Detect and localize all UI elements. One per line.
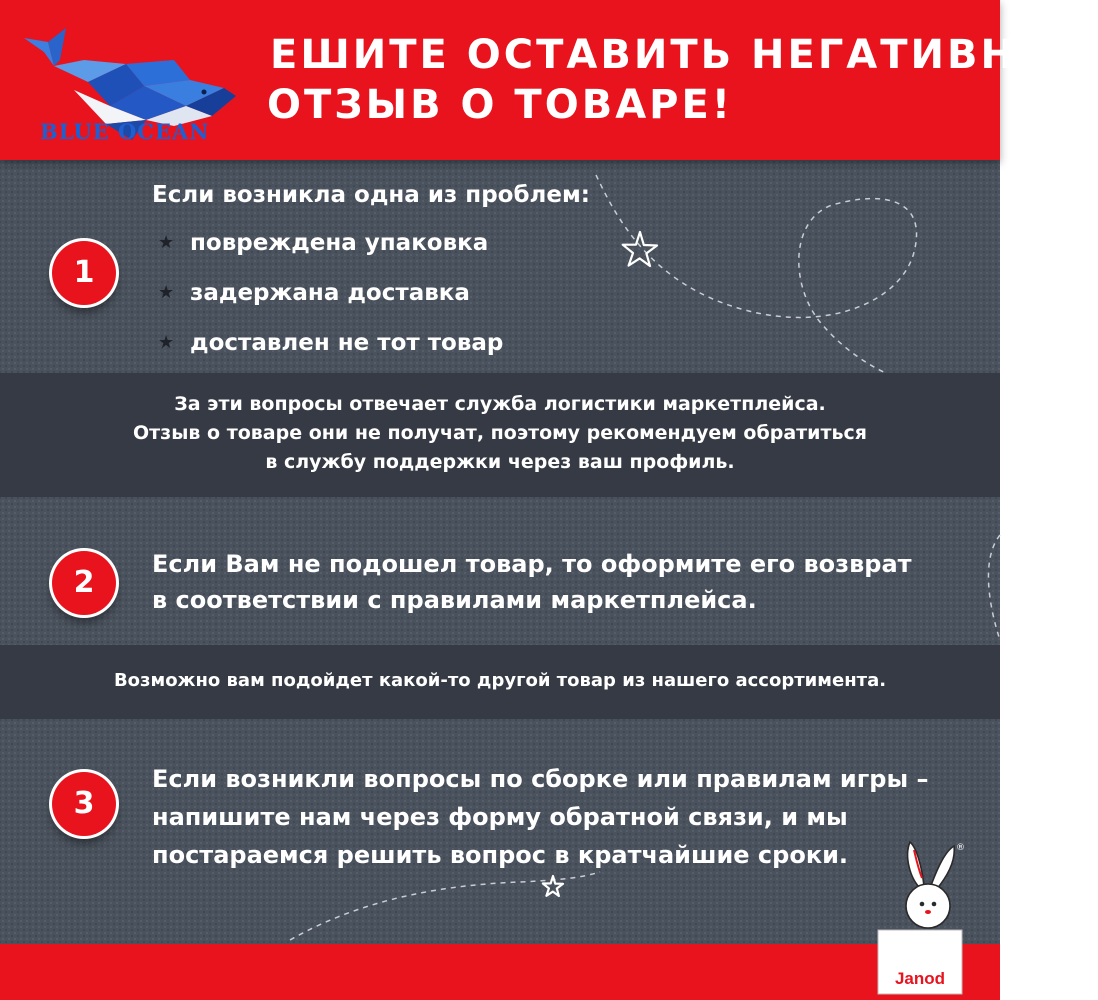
section3-text: Если возникли вопросы по сборке или правилам игры – напишите нам через форму обратной связи, и мы постараемся решить вопрос в кратчайшие сроки. (152, 765, 929, 869)
bullet-star-icon: ★ (158, 282, 175, 303)
logo-text: BLUE OCEAN (40, 119, 210, 144)
logistics-info-band (0, 373, 1000, 497)
section1-heading: Если возникла одна из проблем: (152, 182, 590, 208)
section2-text: Если Вам не подошел товар, то оформите его возврат в соответствии с правилами маркетплейса. (152, 550, 912, 614)
step-number-2: 2 (52, 551, 116, 615)
registered-mark: ® (956, 843, 965, 853)
star-icon (623, 232, 657, 266)
brand-logo-text: Janod (894, 969, 946, 988)
header-title-line-2: ОТЗЫВ О ТОВАРЕ! (266, 82, 734, 128)
bullet-star-icon: ★ (158, 332, 175, 353)
footer-band (0, 944, 1000, 1000)
assortment-band (0, 645, 1000, 719)
rabbit-icon (870, 838, 966, 998)
step-number-3: 3 (52, 772, 116, 836)
header-title-line-1: ЕШИТЕ ОСТАВИТЬ НЕГАТИВНЫЙ (270, 32, 1098, 78)
header-banner (0, 0, 1098, 160)
list-item: ★ повреждена упаковка (158, 226, 503, 276)
logistics-info-text: За эти вопросы отвечает служба логистики маркетплейса. Отзыв о товаре они не получат, поэтому рекомендуем обратиться в службу поддержки через ваш профиль. (133, 393, 867, 473)
list-item: ★ доставлен не тот товар (158, 326, 503, 376)
step-number-1: 1 (52, 241, 116, 305)
list-item: ★ задержана доставка (158, 276, 503, 326)
assortment-text: Возможно вам подойдет какой-то другой товар из нашего ассортимента. (113, 670, 887, 691)
problem-list (158, 226, 503, 376)
bullet-star-icon: ★ (158, 232, 175, 253)
star-icon (543, 876, 563, 896)
